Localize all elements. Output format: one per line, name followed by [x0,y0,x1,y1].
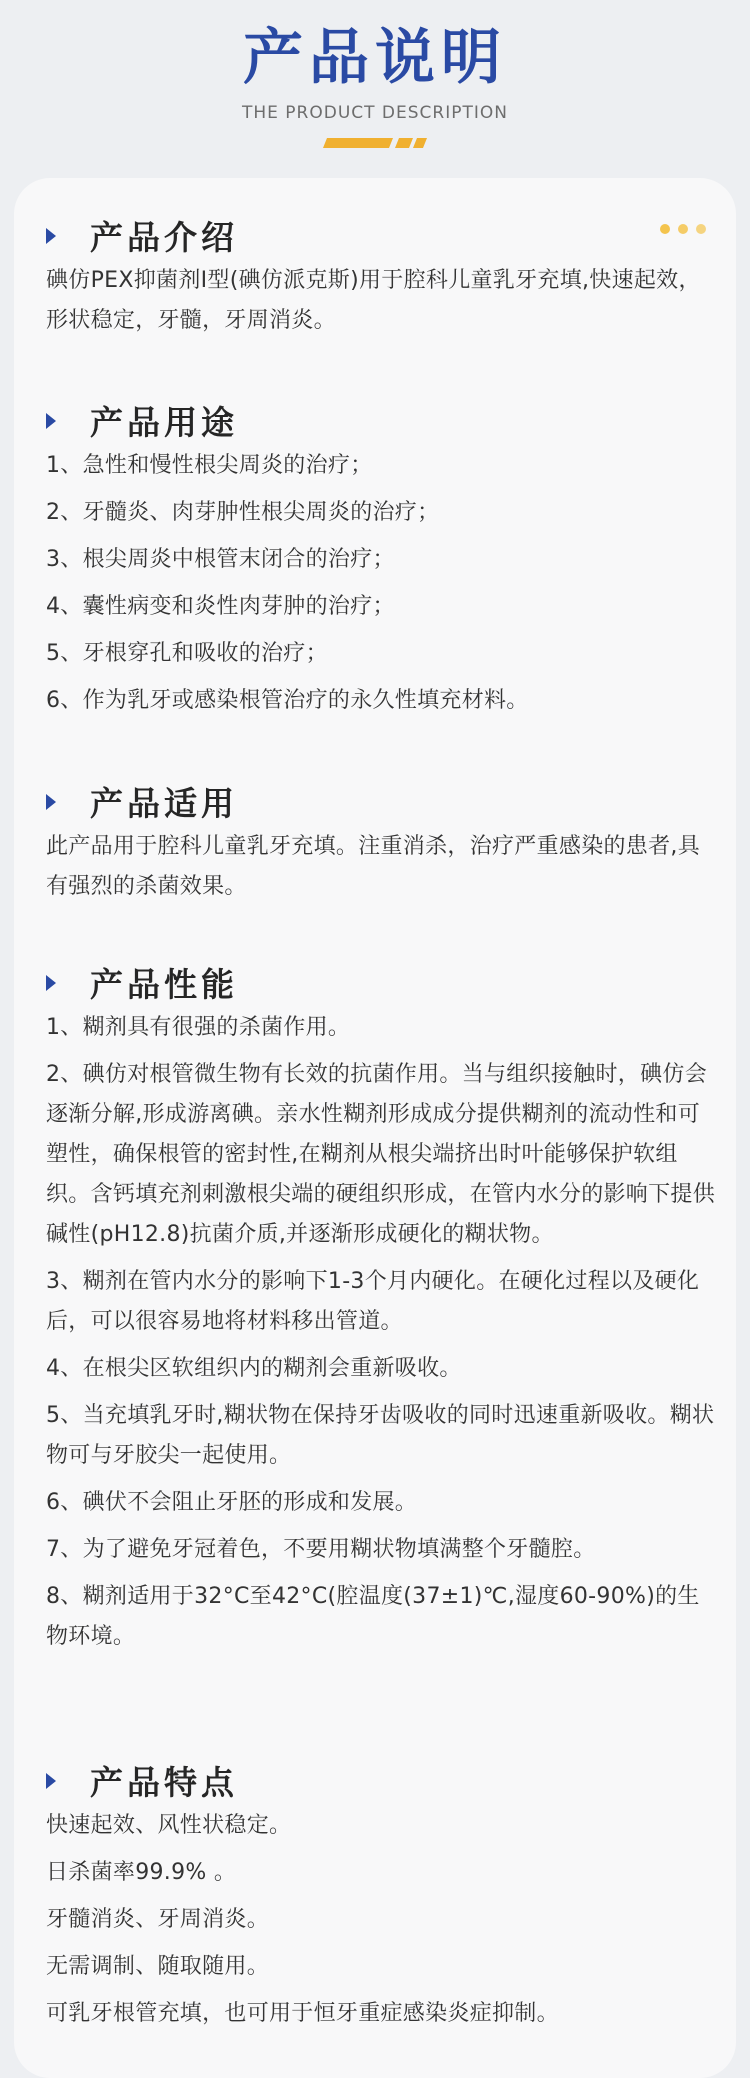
page-title: 产品说明 [243,23,507,93]
section-header [46,962,716,1008]
list-item: 6、碘伏不会阻止牙胚的形成和发展。 [46,1490,418,1515]
section-text: 碘仿PEX抑菌剂Ⅰ型(碘仿派克斯)用于腔科儿童乳牙充填,快速起效，形状稳定，牙髓，牙周消炎。 [46,268,701,333]
section-applicable [46,781,716,907]
list-item: 5、当充填乳牙时,糊状物在保持牙齿吸收的同时迅速重新吸收。糊状物可与牙胶尖一起使用。 [46,1403,715,1468]
section-intro [46,215,716,341]
triangle-bullet-icon [46,1773,56,1789]
section-header [46,215,716,261]
section-features [46,1760,716,2041]
section-usage [46,400,716,728]
section-title: 产品介绍 [90,218,238,257]
list-item: 4、囊性病变和炎性肉芽肿的治疗； [46,594,395,619]
list-item: 5、牙根穿孔和吸收的治疗； [46,641,328,666]
list-item: 可乳牙根管充填，也可用于恒牙重症感染炎症抑制。 [46,2001,559,2026]
list-item: 牙髓消炎、牙周消炎。 [46,1907,270,1932]
title-underline-decoration [323,138,427,148]
triangle-bullet-icon [46,228,56,244]
section-title: 产品用途 [90,403,238,442]
list-item: 1、急性和慢性根尖周炎的治疗； [46,453,373,478]
section-title: 产品特点 [90,1763,238,1802]
list-item: 7、为了避免牙冠着色，不要用糊状物填满整个牙髓腔。 [46,1537,596,1562]
section-header [46,781,716,827]
triangle-bullet-icon [46,794,56,810]
list-item: 1、糊剂具有很强的杀菌作用。 [46,1015,351,1040]
list-item: 3、根尖周炎中根管末闭合的治疗； [46,547,395,572]
features-list [46,1806,716,2034]
usage-list [46,446,716,721]
section-text: 此产品用于腔科儿童乳牙充填。注重消杀，治疗严重感染的患者,具有强烈的杀菌效果。 [46,834,700,899]
section-title: 产品性能 [90,965,238,1004]
page-header [0,0,750,180]
performance-list [46,1008,716,1657]
list-item: 8、糊剂适用于32°C至42°C(腔温度(37±1)℃,湿度60-90%)的生物环境。 [46,1584,700,1649]
list-item: 日杀菌率99.9% 。 [46,1860,237,1885]
section-header [46,400,716,446]
section-performance [46,962,716,1664]
list-item: 6、作为乳牙或感染根管治疗的永久性填充材料。 [46,688,529,713]
section-title: 产品适用 [90,784,238,823]
list-item: 2、碘仿对根管微生物有长效的抗菌作用。当与组织接触时，碘仿会逐渐分解,形成游离碘。亲水性糊剂形成成分提供糊剂的流动性和可塑性，确保根管的密封性,在糊剂从根尖端挤出时叶能够保护软组织。含钙填充剂刺激根尖端的硬组织形成，在管内水分的影响下提供碱性(pH12.8)抗菌介质,并逐渐形成硬化的糊状物。 [46,1062,716,1247]
list-item: 快速起效、风性状稳定。 [46,1813,292,1838]
list-item: 4、在根尖区软组织内的糊剂会重新吸收。 [46,1356,462,1381]
list-item: 3、糊剂在管内水分的影响下1-3个月内硬化。在硬化过程以及硬化后，可以很容易地将材料移出管道。 [46,1269,700,1334]
section-header [46,1760,716,1806]
list-item: 无需调制、随取随用。 [46,1954,270,1979]
triangle-bullet-icon [46,413,56,429]
triangle-bullet-icon [46,975,56,991]
list-item: 2、牙髓炎、肉芽肿性根尖周炎的治疗； [46,500,440,525]
page-subtitle: THE PRODUCT DESCRIPTION [241,103,508,123]
